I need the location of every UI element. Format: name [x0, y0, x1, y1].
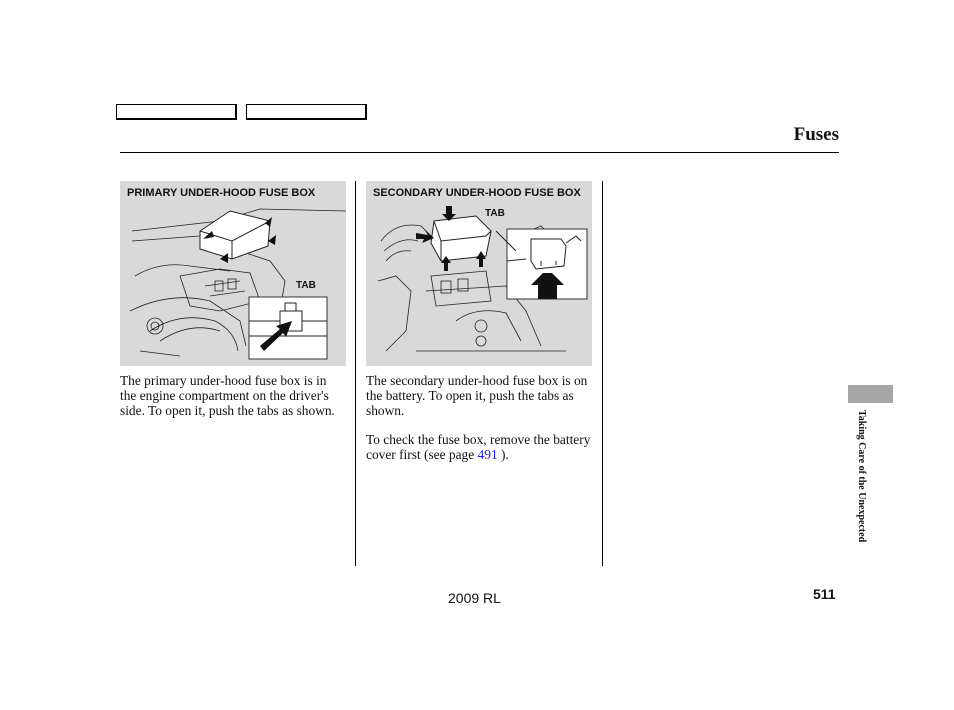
page-title: Fuses [793, 124, 839, 145]
primary-tab-label: TAB [296, 280, 316, 291]
section-tab[interactable] [848, 385, 893, 403]
battery-cover-note-text: To check the fuse box, remove the battery cover first (see page [366, 432, 591, 462]
secondary-figure-caption: SECONDARY UNDER-HOOD FUSE BOX [373, 187, 581, 199]
secondary-description: The secondary under-hood fuse box is on the battery. To open it, push the tabs as shown. [366, 373, 588, 418]
index-button[interactable] [246, 104, 367, 120]
primary-fuse-box-illustration [120, 181, 346, 366]
secondary-fuse-box-illustration [366, 181, 592, 366]
primary-fuse-box-figure [120, 181, 346, 366]
column-divider-right [602, 181, 603, 566]
section-label: Taking Care of the Unexpected [856, 410, 867, 543]
battery-cover-note [366, 432, 591, 462]
secondary-tab-label: TAB [485, 208, 505, 219]
title-rule [120, 152, 839, 153]
page-491-link[interactable]: 491 [477, 447, 498, 462]
model-label: 2009 RL [448, 590, 501, 606]
page-number: 511 [813, 586, 836, 602]
secondary-fuse-box-figure [366, 181, 592, 366]
main-menu-button[interactable] [116, 104, 237, 120]
primary-figure-caption: PRIMARY UNDER-HOOD FUSE BOX [127, 187, 316, 199]
column-divider [355, 181, 356, 566]
primary-description: The primary under-hood fuse box is in the engine compartment on the driver's side. To open it, push the tabs as shown. [120, 373, 335, 418]
battery-cover-note-end: ). [497, 447, 509, 462]
